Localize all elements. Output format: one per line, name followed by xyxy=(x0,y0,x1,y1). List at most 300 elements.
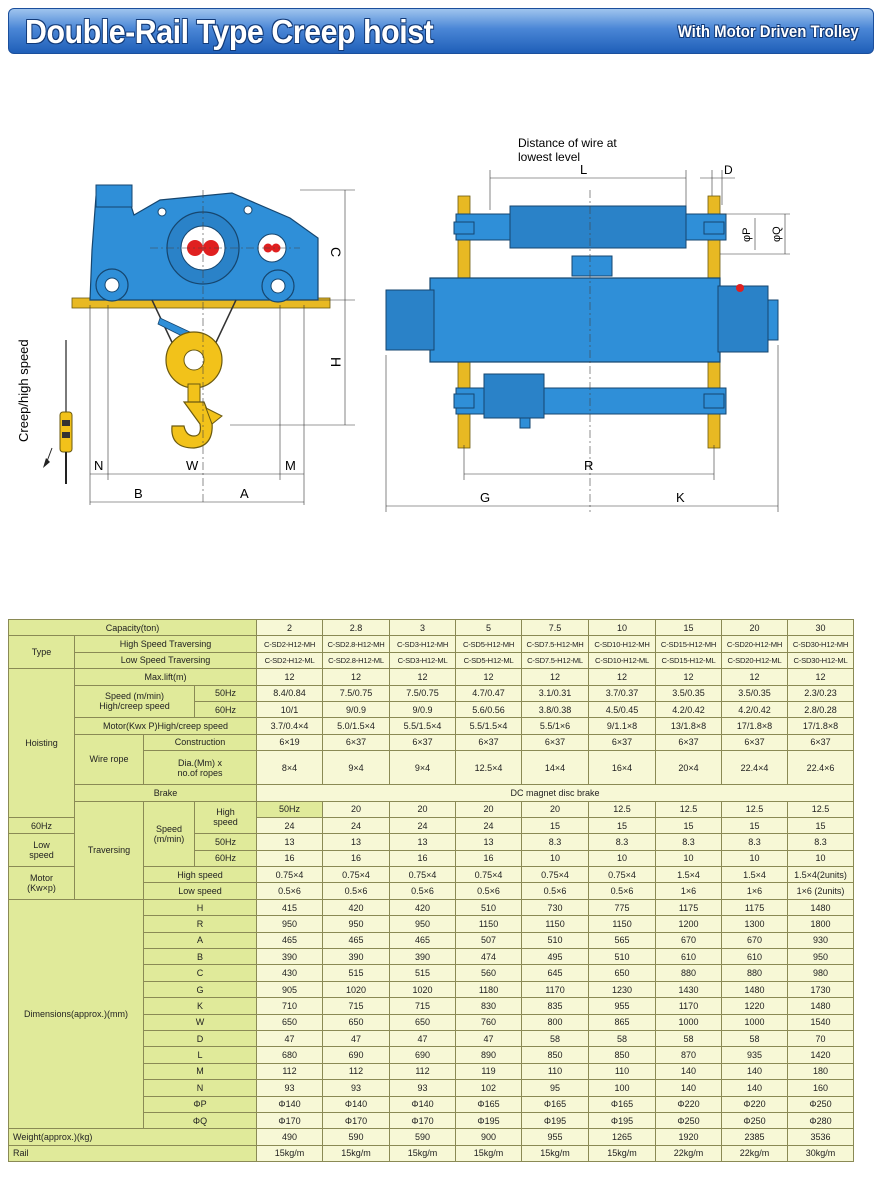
table-row xyxy=(9,636,854,652)
row-label: 50Hz xyxy=(195,685,257,701)
table-cell: 20 xyxy=(323,801,390,817)
motor-red-dot xyxy=(736,284,744,292)
dimension-key: L xyxy=(144,1047,257,1063)
table-cell: 6×37 xyxy=(656,734,722,750)
table-cell: 1540 xyxy=(788,1014,854,1030)
table-cell: 835 xyxy=(522,998,589,1014)
table-cell: 12.5 xyxy=(656,801,722,817)
rail-label: Rail xyxy=(9,1145,257,1161)
dim-label-g: G xyxy=(480,490,491,505)
table-cell: 650 xyxy=(323,1014,390,1030)
table-cell: 15 xyxy=(656,817,722,833)
table-cell: 9/0.9 xyxy=(390,701,456,717)
table-cell: 16×4 xyxy=(589,751,656,785)
hoist-body-top xyxy=(96,185,132,207)
table-cell: 7.5/0.75 xyxy=(323,685,390,701)
dim-label-d: D xyxy=(724,163,733,177)
table-cell: 9×4 xyxy=(390,751,456,785)
table-cell: Φ220 xyxy=(656,1096,722,1112)
table-cell: 13 xyxy=(456,834,522,850)
table-cell: Φ165 xyxy=(589,1096,656,1112)
table-cell: 415 xyxy=(257,899,323,915)
table-cell: 13 xyxy=(257,834,323,850)
table-cell: 495 xyxy=(522,949,589,965)
table-cell: C-SD10-H12-MH xyxy=(589,636,656,652)
table-cell: C-SD2.8-H12-ML xyxy=(323,652,390,668)
dim-label-b: B xyxy=(134,486,143,501)
table-cell: 490 xyxy=(257,1129,323,1145)
table-cell: 7.5 xyxy=(522,620,589,636)
table-cell: 0.5×6 xyxy=(257,883,323,899)
table-cell: 830 xyxy=(456,998,522,1014)
table-cell: 0.5×6 xyxy=(522,883,589,899)
table-cell: 140 xyxy=(722,1080,788,1096)
table-cell: 760 xyxy=(456,1014,522,1030)
table-cell: 850 xyxy=(522,1047,589,1063)
table-cell: Φ195 xyxy=(456,1112,522,1128)
table-cell: 112 xyxy=(390,1063,456,1079)
table-cell: 935 xyxy=(722,1047,788,1063)
table-cell: 93 xyxy=(390,1080,456,1096)
row-label: Low speed xyxy=(144,883,257,899)
table-cell: 1000 xyxy=(722,1014,788,1030)
dimension-key: M xyxy=(144,1063,257,1079)
table-cell: 4.2/0.42 xyxy=(656,701,722,717)
table-cell: C-SD15-H12-MH xyxy=(656,636,722,652)
table-cell: 730 xyxy=(522,899,589,915)
table-cell: 1430 xyxy=(656,981,722,997)
table-cell: 850 xyxy=(589,1047,656,1063)
table-cell: 110 xyxy=(589,1063,656,1079)
table-cell: 12 xyxy=(390,669,456,685)
table-cell: C-SD10-H12-ML xyxy=(589,652,656,668)
dimension-key: W xyxy=(144,1014,257,1030)
table-cell: 1800 xyxy=(788,916,854,932)
wire-note-line1: Distance of wire at xyxy=(518,136,617,150)
table-cell: 0.75×4 xyxy=(390,867,456,883)
table-cell: 112 xyxy=(323,1063,390,1079)
table-cell: 6×19 xyxy=(257,734,323,750)
dimension-key: K xyxy=(144,998,257,1014)
table-cell: 610 xyxy=(722,949,788,965)
page-title: Double-Rail Type Creep hoist xyxy=(25,13,434,50)
table-cell: C-SD30-H12-MH xyxy=(788,636,854,652)
table-cell: 950 xyxy=(257,916,323,932)
dim-label-m: M xyxy=(285,458,296,473)
table-cell: 950 xyxy=(323,916,390,932)
table-cell: 20 xyxy=(390,801,456,817)
table-cell: 900 xyxy=(456,1129,522,1145)
table-cell: Φ250 xyxy=(722,1112,788,1128)
table-cell: 1175 xyxy=(656,899,722,915)
row-label: Wire rope xyxy=(75,734,144,784)
table-cell: 15kg/m xyxy=(589,1145,656,1161)
table-cell: 2.8 xyxy=(323,620,390,636)
table-cell: 8.3 xyxy=(522,834,589,850)
table-cell: 0.5×6 xyxy=(456,883,522,899)
side-view xyxy=(16,185,355,505)
table-cell: 515 xyxy=(323,965,390,981)
wire-note-line2: lowest level xyxy=(518,150,581,164)
capacity-label: Capacity(ton) xyxy=(9,620,257,636)
table-cell: 10/1 xyxy=(257,701,323,717)
table-cell: 1000 xyxy=(656,1014,722,1030)
dimension-key: D xyxy=(144,1030,257,1046)
table-cell: 4.5/0.45 xyxy=(589,701,656,717)
table-cell: 20 xyxy=(722,620,788,636)
brake-value: DC magnet disc brake xyxy=(257,785,854,801)
table-cell: 15 xyxy=(522,817,589,833)
row-label: Low Speed Traversing xyxy=(75,652,257,668)
table-cell: 15kg/m xyxy=(257,1145,323,1161)
table-cell: 15kg/m xyxy=(390,1145,456,1161)
table-cell: 430 xyxy=(257,965,323,981)
table-cell: 30 xyxy=(788,620,854,636)
table-cell: 3.7/0.4×4 xyxy=(257,718,323,734)
table-cell: 5.5/1.5×4 xyxy=(390,718,456,734)
table-cell: C-SD2-H12-ML xyxy=(257,652,323,668)
table-cell: 58 xyxy=(522,1030,589,1046)
table-cell: Φ250 xyxy=(656,1112,722,1128)
dimension-key: ΦQ xyxy=(144,1112,257,1128)
table-cell: 1300 xyxy=(722,916,788,932)
table-cell: 560 xyxy=(456,965,522,981)
table-cell: 905 xyxy=(257,981,323,997)
table-cell: 0.5×6 xyxy=(390,883,456,899)
table-cell: 5.5/1×6 xyxy=(522,718,589,734)
table-cell: 14×4 xyxy=(522,751,589,785)
table-cell: 10 xyxy=(522,850,589,866)
table-cell: 160 xyxy=(788,1080,854,1096)
table-cell: 9/1.1×8 xyxy=(589,718,656,734)
table-cell: 880 xyxy=(722,965,788,981)
table-cell: 8.3 xyxy=(722,834,788,850)
dimension-key: H xyxy=(144,899,257,915)
table-cell: 140 xyxy=(656,1063,722,1079)
table-cell: 12 xyxy=(323,669,390,685)
table-cell: 1420 xyxy=(788,1047,854,1063)
hoisting-label: Hoisting xyxy=(9,669,75,818)
table-cell: 12.5 xyxy=(788,801,854,817)
table-cell: 8.3 xyxy=(656,834,722,850)
table-cell: 510 xyxy=(522,932,589,948)
row-label: Motor (Kw×p) xyxy=(9,867,75,900)
dim-label-p: φP xyxy=(741,227,753,242)
table-cell: Φ220 xyxy=(722,1096,788,1112)
table-cell: Φ195 xyxy=(589,1112,656,1128)
table-cell: 390 xyxy=(390,949,456,965)
table-cell: 4.2/0.42 xyxy=(722,701,788,717)
table-cell: 1170 xyxy=(522,981,589,997)
table-cell: 890 xyxy=(456,1047,522,1063)
table-cell: C-SD20-H12-ML xyxy=(722,652,788,668)
table-cell: 1220 xyxy=(722,998,788,1014)
table-row xyxy=(9,652,854,668)
dim-label-r: R xyxy=(584,458,594,473)
table-cell: 510 xyxy=(589,949,656,965)
table-cell: 12 xyxy=(788,669,854,685)
dimension-key: B xyxy=(144,949,257,965)
table-cell: 3.5/0.35 xyxy=(656,685,722,701)
row-label: High speed xyxy=(195,801,257,834)
dimension-key: N xyxy=(144,1080,257,1096)
dim-label-q: φQ xyxy=(771,226,783,242)
table-cell: 690 xyxy=(323,1047,390,1063)
table-cell: 670 xyxy=(722,932,788,948)
table-cell: 6×37 xyxy=(390,734,456,750)
table-cell: 3.8/0.38 xyxy=(522,701,589,717)
table-cell: C-SD20-H12-MH xyxy=(722,636,788,652)
row-label: Speed (m/min) xyxy=(144,801,195,867)
table-cell: 22kg/m xyxy=(722,1145,788,1161)
table-cell: 6×37 xyxy=(522,734,589,750)
row-label: 60Hz xyxy=(9,817,75,833)
table-cell: 1480 xyxy=(788,998,854,1014)
traversing-label: Traversing xyxy=(75,801,144,899)
table-cell: 12 xyxy=(456,669,522,685)
table-cell: 590 xyxy=(390,1129,456,1145)
table-row xyxy=(9,685,854,701)
table-cell: 10 xyxy=(589,620,656,636)
table-cell: 420 xyxy=(390,899,456,915)
table-cell: Φ165 xyxy=(522,1096,589,1112)
table-cell: 12.5 xyxy=(589,801,656,817)
table-cell: 610 xyxy=(656,949,722,965)
table-cell: 715 xyxy=(323,998,390,1014)
table-cell: 10 xyxy=(788,850,854,866)
table-cell: 15 xyxy=(722,817,788,833)
table-cell: 5 xyxy=(456,620,522,636)
table-cell: 1265 xyxy=(589,1129,656,1145)
table-cell: 24 xyxy=(323,817,390,833)
row-label: Low speed xyxy=(9,834,75,867)
table-cell: 507 xyxy=(456,932,522,948)
table-cell: 0.75×4 xyxy=(257,867,323,883)
dim-label-w: W xyxy=(186,458,199,473)
table-cell: 10 xyxy=(722,850,788,866)
dimension-key: C xyxy=(144,965,257,981)
table-cell: 93 xyxy=(323,1080,390,1096)
table-cell: 12.5×4 xyxy=(456,751,522,785)
dim-label-l: L xyxy=(580,162,588,177)
dimension-key: G xyxy=(144,981,257,997)
table-cell: 15 xyxy=(589,817,656,833)
row-label: Brake xyxy=(75,785,257,801)
table-cell: 715 xyxy=(390,998,456,1014)
table-cell: 58 xyxy=(722,1030,788,1046)
table-cell: 0.75×4 xyxy=(589,867,656,883)
table-cell: 8×4 xyxy=(257,751,323,785)
table-cell: 2 xyxy=(257,620,323,636)
table-cell: 865 xyxy=(589,1014,656,1030)
table-cell: 650 xyxy=(390,1014,456,1030)
table-row xyxy=(9,718,854,734)
table-cell: 670 xyxy=(656,932,722,948)
table-cell: 12.5 xyxy=(722,801,788,817)
table-cell: 140 xyxy=(722,1063,788,1079)
table-cell: C-SD3-H12-ML xyxy=(390,652,456,668)
table-cell: 9×4 xyxy=(323,751,390,785)
table-cell: 22.4×6 xyxy=(788,751,854,785)
table-cell: 1730 xyxy=(788,981,854,997)
table-cell: C-SD3-H12-MH xyxy=(390,636,456,652)
table-cell: 3536 xyxy=(788,1129,854,1145)
table-cell: C-SD2.8-H12-MH xyxy=(323,636,390,652)
table-cell: 5.0/1.5×4 xyxy=(323,718,390,734)
table-cell: 3.7/0.37 xyxy=(589,685,656,701)
table-cell: 24 xyxy=(390,817,456,833)
table-cell: 510 xyxy=(456,899,522,915)
table-cell: C-SD5-H12-ML xyxy=(456,652,522,668)
table-cell: Φ195 xyxy=(522,1112,589,1128)
table-cell: 24 xyxy=(257,817,323,833)
table-cell: 16 xyxy=(390,850,456,866)
table-cell: 515 xyxy=(390,965,456,981)
table-cell: 390 xyxy=(257,949,323,965)
table-cell: Φ140 xyxy=(257,1096,323,1112)
table-cell: 13 xyxy=(323,834,390,850)
table-cell: 2.3/0.23 xyxy=(788,685,854,701)
table-cell: 690 xyxy=(390,1047,456,1063)
table-cell: 30kg/m xyxy=(788,1145,854,1161)
table-cell: 9/0.9 xyxy=(323,701,390,717)
table-cell: 2385 xyxy=(722,1129,788,1145)
table-cell: 1020 xyxy=(390,981,456,997)
type-label: Type xyxy=(9,636,75,669)
table-cell: 930 xyxy=(788,932,854,948)
table-cell: Φ165 xyxy=(456,1096,522,1112)
hoist-drum xyxy=(430,278,720,362)
table-cell: 10 xyxy=(589,850,656,866)
table-cell: 112 xyxy=(257,1063,323,1079)
dimension-key: R xyxy=(144,916,257,932)
title-banner xyxy=(8,8,874,54)
table-row xyxy=(9,785,854,801)
table-cell: 16 xyxy=(257,850,323,866)
table-cell: 12 xyxy=(656,669,722,685)
table-cell: 47 xyxy=(390,1030,456,1046)
table-cell: 590 xyxy=(323,1129,390,1145)
table-cell: 710 xyxy=(257,998,323,1014)
table-cell: 650 xyxy=(257,1014,323,1030)
table-row xyxy=(9,801,854,817)
table-cell: 58 xyxy=(656,1030,722,1046)
table-cell: 465 xyxy=(257,932,323,948)
table-cell: Φ140 xyxy=(323,1096,390,1112)
table-cell: 6×37 xyxy=(323,734,390,750)
table-cell: 465 xyxy=(323,932,390,948)
table-cell: C-SD5-H12-MH xyxy=(456,636,522,652)
table-row xyxy=(9,1145,854,1161)
dim-label-n: N xyxy=(94,458,104,473)
table-cell: 102 xyxy=(456,1080,522,1096)
table-cell: 955 xyxy=(589,998,656,1014)
table-cell: 15 xyxy=(788,817,854,833)
row-label: Construction xyxy=(144,734,257,750)
table-cell: 15 xyxy=(656,620,722,636)
table-cell: 420 xyxy=(323,899,390,915)
table-cell: 565 xyxy=(589,932,656,948)
table-cell: 800 xyxy=(522,1014,589,1030)
table-cell: 20 xyxy=(522,801,589,817)
dim-label-h: H xyxy=(328,357,344,368)
table-cell: 2.8/0.28 xyxy=(788,701,854,717)
table-row xyxy=(9,669,854,685)
table-cell: 119 xyxy=(456,1063,522,1079)
table-cell: 0.75×4 xyxy=(456,867,522,883)
table-cell: 20 xyxy=(456,801,522,817)
table-row xyxy=(9,734,854,750)
table-cell: 6×37 xyxy=(788,734,854,750)
pendant-label: Creep/high speed xyxy=(16,339,31,442)
table-cell: 1×6 xyxy=(656,883,722,899)
table-cell: 16 xyxy=(323,850,390,866)
table-cell: 13/1.8×8 xyxy=(656,718,722,734)
table-cell: 474 xyxy=(456,949,522,965)
table-cell: 870 xyxy=(656,1047,722,1063)
table-cell: 12 xyxy=(722,669,788,685)
table-cell: 1480 xyxy=(788,899,854,915)
table-cell: 955 xyxy=(522,1129,589,1145)
table-cell: 775 xyxy=(589,899,656,915)
table-cell: 15kg/m xyxy=(522,1145,589,1161)
table-cell: 47 xyxy=(456,1030,522,1046)
row-label: High speed xyxy=(144,867,257,883)
table-cell: 17/1.8×8 xyxy=(788,718,854,734)
table-cell: 950 xyxy=(390,916,456,932)
table-cell: 650 xyxy=(589,965,656,981)
dimension-key: ΦP xyxy=(144,1096,257,1112)
dimensions-label: Dimensions(approx.)(mm) xyxy=(9,899,144,1128)
table-cell: Φ170 xyxy=(323,1112,390,1128)
front-view xyxy=(386,136,790,512)
table-cell: Φ140 xyxy=(390,1096,456,1112)
table-cell: 5.5/1.5×4 xyxy=(456,718,522,734)
table-cell: 0.5×6 xyxy=(323,883,390,899)
table-cell: 12 xyxy=(257,669,323,685)
table-cell: 1.5×4 xyxy=(656,867,722,883)
table-cell: 1230 xyxy=(589,981,656,997)
table-cell: Φ170 xyxy=(390,1112,456,1128)
table-cell: 1200 xyxy=(656,916,722,932)
table-cell: 950 xyxy=(788,949,854,965)
table-cell: 140 xyxy=(656,1080,722,1096)
spec-table xyxy=(8,619,854,1162)
table-cell: 13 xyxy=(390,834,456,850)
table-cell: 8.4/0.84 xyxy=(257,685,323,701)
row-label: 60Hz xyxy=(195,701,257,717)
row-label: Motor(Kwx P)High/creep speed xyxy=(75,718,257,734)
table-cell: C-SD15-H12-ML xyxy=(656,652,722,668)
table-row xyxy=(9,899,854,915)
table-cell: 70 xyxy=(788,1030,854,1046)
table-cell: 22.4×4 xyxy=(722,751,788,785)
table-cell: 390 xyxy=(323,949,390,965)
table-cell: 6×37 xyxy=(722,734,788,750)
row-label: Speed (m/min) High/creep speed xyxy=(75,685,195,718)
table-row xyxy=(9,620,854,636)
row-label: Max.lift(m) xyxy=(75,669,257,685)
table-row xyxy=(9,1129,854,1145)
table-cell: 110 xyxy=(522,1063,589,1079)
table-cell: 1150 xyxy=(522,916,589,932)
table-cell: 0.5×6 xyxy=(589,883,656,899)
table-cell: 1150 xyxy=(456,916,522,932)
table-cell: 16 xyxy=(456,850,522,866)
table-cell: 8.3 xyxy=(788,834,854,850)
table-cell: 47 xyxy=(323,1030,390,1046)
table-cell: 1180 xyxy=(456,981,522,997)
